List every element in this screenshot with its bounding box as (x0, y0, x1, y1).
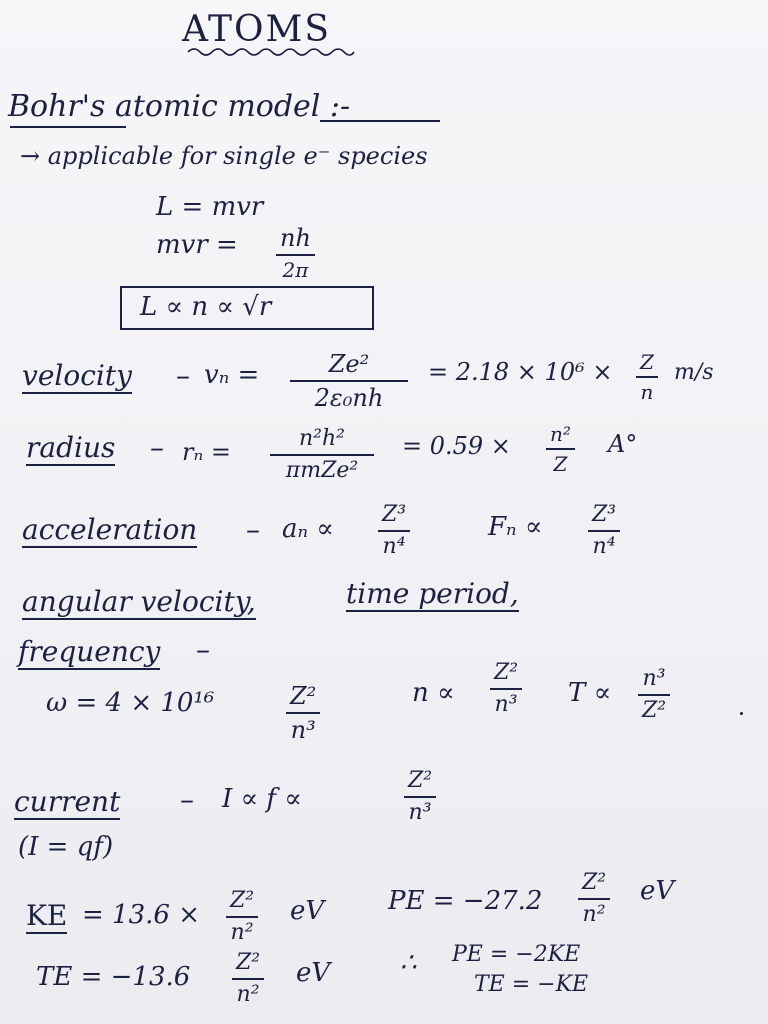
acceleration-fraction (378, 504, 410, 558)
omega-numerator: Z² (290, 682, 317, 710)
te-denominator: n² (236, 982, 260, 1007)
radius-rhs-numerator: n² (550, 422, 571, 446)
radius-rhs-denominator: Z (553, 452, 568, 476)
acceleration-lhs: aₙ ∝ (282, 514, 334, 544)
force-numerator: Z³ (592, 502, 617, 527)
freq-lhs: n ∝ (412, 678, 455, 708)
radius-rhs-fraction (546, 424, 575, 474)
frequency-dash: – (196, 633, 210, 666)
current-label: current (14, 785, 121, 818)
acceleration-numerator: Z³ (382, 502, 407, 527)
pe-unit: eV (640, 876, 675, 906)
radius-fraction (270, 428, 374, 482)
radius-numerator: n²h² (299, 426, 345, 451)
ke-fraction (226, 890, 258, 944)
frequency-label: frequency (18, 635, 161, 668)
force-denominator: n⁴ (592, 534, 616, 559)
title-underline-squiggle (186, 44, 356, 58)
velocity-rhs-denominator: n (640, 380, 654, 404)
omega-lhs: ω = 4 × 10¹⁶ (46, 688, 215, 718)
freq-numerator: Z² (494, 660, 519, 685)
period-lhs: T ∝ (568, 678, 612, 708)
quantization-eq-numerator: nh (280, 224, 311, 252)
current-denominator: n³ (408, 800, 432, 825)
bohr-heading-underline (10, 126, 126, 128)
quantization-eq-lhs: mvr = (156, 230, 238, 260)
te-lhs: TE = −13.6 (36, 962, 191, 992)
applicability-note: → applicable for single e⁻ species (20, 142, 428, 170)
angular-velocity-label: angular velocity, (22, 585, 256, 618)
pe-fraction (578, 872, 610, 926)
bohr-heading-underline-2 (320, 120, 440, 122)
velocity-label: velocity (22, 359, 132, 392)
page-title: ATOMS (182, 9, 332, 50)
time-period-label: time period, (346, 577, 519, 610)
velocity-denominator: 2ε₀nh (314, 384, 384, 412)
omega-denominator: n³ (290, 716, 316, 744)
quantization-eq-denominator: 2π (282, 258, 309, 282)
ke-label: KE (26, 899, 68, 932)
force-fraction (588, 504, 620, 558)
radius-dash: – (150, 431, 164, 464)
velocity-lhs: vₙ = (204, 360, 260, 390)
current-dash: – (180, 783, 194, 816)
pe-lhs: PE = −27.2 (388, 886, 543, 916)
freq-fraction (490, 662, 522, 716)
period-fraction (638, 668, 670, 722)
boxed-relation-text: L ∝ n ∝ √r (140, 292, 272, 322)
period-denominator: Z² (642, 698, 667, 723)
radius-unit: A° (608, 430, 638, 458)
period-numerator: n³ (642, 666, 666, 691)
acceleration-denominator: n⁴ (382, 534, 406, 559)
ke-numerator: Z² (230, 888, 255, 913)
acceleration-label: acceleration (22, 513, 198, 546)
bohr-heading: Bohr's atomic model :- (8, 89, 351, 124)
current-lhs: I ∝ f ∝ (222, 784, 302, 814)
ke-denominator: n² (230, 920, 254, 945)
pe-denominator: n² (582, 902, 606, 927)
ke-rhs: = 13.6 × (82, 900, 200, 930)
current-note: (I = qf) (18, 832, 114, 862)
te-unit: eV (296, 958, 331, 988)
angular-momentum-eq: L = mvr (156, 192, 264, 222)
current-fraction (404, 770, 436, 824)
velocity-dash: – (176, 359, 190, 392)
omega-fraction (286, 684, 320, 742)
therefore-symbol: ∴ (400, 948, 417, 978)
stray-dot (740, 712, 743, 715)
force-lhs: Fₙ ∝ (488, 512, 543, 542)
radius-rhs: = 0.59 × (402, 432, 511, 460)
quantization-eq-fraction (276, 226, 315, 280)
velocity-fraction (290, 352, 408, 410)
current-numerator: Z² (408, 768, 433, 793)
te-fraction (232, 952, 264, 1006)
freq-denominator: n³ (494, 692, 518, 717)
velocity-rhs-fraction (636, 352, 658, 402)
velocity-numerator: Ze² (328, 350, 370, 378)
velocity-rhs: = 2.18 × 10⁶ × (428, 358, 613, 386)
velocity-rhs-numerator: Z (640, 350, 654, 374)
ke-unit: eV (290, 896, 325, 926)
pe-numerator: Z² (582, 870, 607, 895)
te-ke-relation: TE = −KE (474, 972, 589, 997)
radius-label: radius (26, 431, 116, 464)
pe-ke-relation: PE = −2KE (452, 942, 581, 967)
radius-denominator: πmZe² (285, 458, 359, 483)
te-numerator: Z² (236, 950, 261, 975)
radius-lhs: rₙ = (182, 438, 231, 466)
velocity-unit: m/s (674, 360, 714, 385)
acceleration-dash: – (246, 513, 260, 546)
